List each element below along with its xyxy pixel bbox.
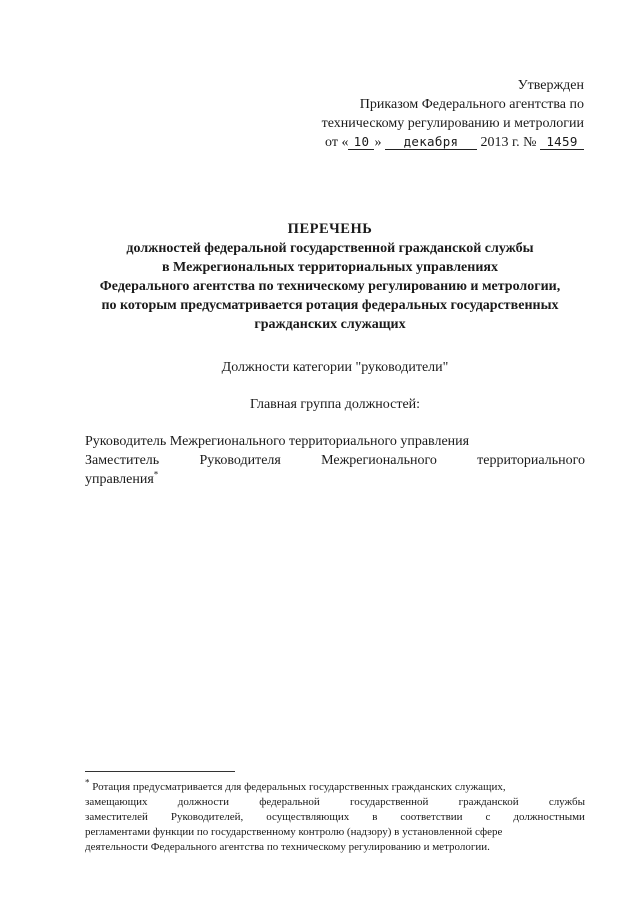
fn2-word-6: службы (548, 796, 585, 808)
deputy-word-4: территориального (477, 453, 585, 468)
fn2-word-4: государственной (350, 796, 429, 808)
deputy-end-word: управления (85, 472, 154, 487)
footnote-line-2 (85, 795, 585, 810)
footnote-line-4: регламентами функции по государственному контролю (надзору) в установленной сфере (85, 826, 503, 838)
group-heading: Главная группа должностей: (249, 397, 421, 412)
fn3-word-1: заместителей (85, 811, 148, 823)
title-main: ПЕРЕЧЕНЬ (287, 221, 373, 237)
position-head: Руководитель Межрегионального территориального управления (85, 434, 470, 449)
title-line-3: Федерального агентства по техническому регулированию и метрологии, (99, 279, 561, 294)
deputy-word-2: Руководителя (199, 453, 281, 468)
document-title (70, 220, 590, 334)
fn3-word-3: осуществляющих (266, 811, 350, 823)
position-deputy-end (85, 470, 585, 489)
date-year: 2013 г. № (480, 135, 537, 150)
fn2-word-5: гражданской (458, 796, 519, 808)
date-month: декабря (385, 134, 477, 150)
footnote-line-3 (85, 810, 585, 825)
title-line-1: должностей федеральной государственной гражданской службы (126, 241, 534, 256)
approval-date-line (322, 133, 584, 152)
footnote-line-1 (85, 777, 585, 795)
category-heading: Должности категории "руководители" (221, 360, 449, 375)
title-line-4: по которым предусматривается ротация федеральных государственных (101, 298, 559, 313)
date-mid: » (374, 135, 382, 150)
footnote-text-1: Ротация предусматривается для федеральных государственных гражданских служащих, (92, 781, 506, 793)
approval-title: Утвержден (517, 78, 584, 93)
title-line-2: в Межрегиональных территориальных управлениях (162, 260, 498, 275)
positions-list (85, 432, 585, 489)
footnote-divider (85, 771, 235, 772)
fn2-word-1: замещающих (85, 796, 148, 808)
position-deputy-line (85, 451, 585, 470)
fn3-word-6: с (485, 811, 491, 823)
footnote (85, 777, 585, 855)
fn3-word-5: соответствии (400, 811, 463, 823)
fn2-word-3: федеральной (259, 796, 320, 808)
approval-order-line: Приказом Федерального агентства по (359, 97, 584, 112)
date-prefix: от « (325, 135, 349, 150)
deputy-word-3: Межрегионального (321, 453, 437, 468)
fn3-word-4: в (372, 811, 378, 823)
footnote-reference: * (153, 469, 159, 480)
fn3-word-2: Руководителей, (170, 811, 244, 823)
title-line-5: гражданских служащих (254, 317, 406, 332)
approval-agency-line: техническому регулированию и метрологии (321, 116, 584, 131)
footnote-mark: * (85, 777, 90, 788)
fn3-word-7: должностными (513, 811, 585, 823)
order-number: 1459 (540, 134, 584, 150)
date-day: 10 (348, 134, 374, 150)
approval-block (322, 76, 584, 152)
deputy-word-1: Заместитель (85, 453, 160, 468)
fn2-word-2: должности (177, 796, 229, 808)
footnote-line-5: деятельности Федерального агентства по техническому регулированию и метрологии. (85, 841, 490, 853)
